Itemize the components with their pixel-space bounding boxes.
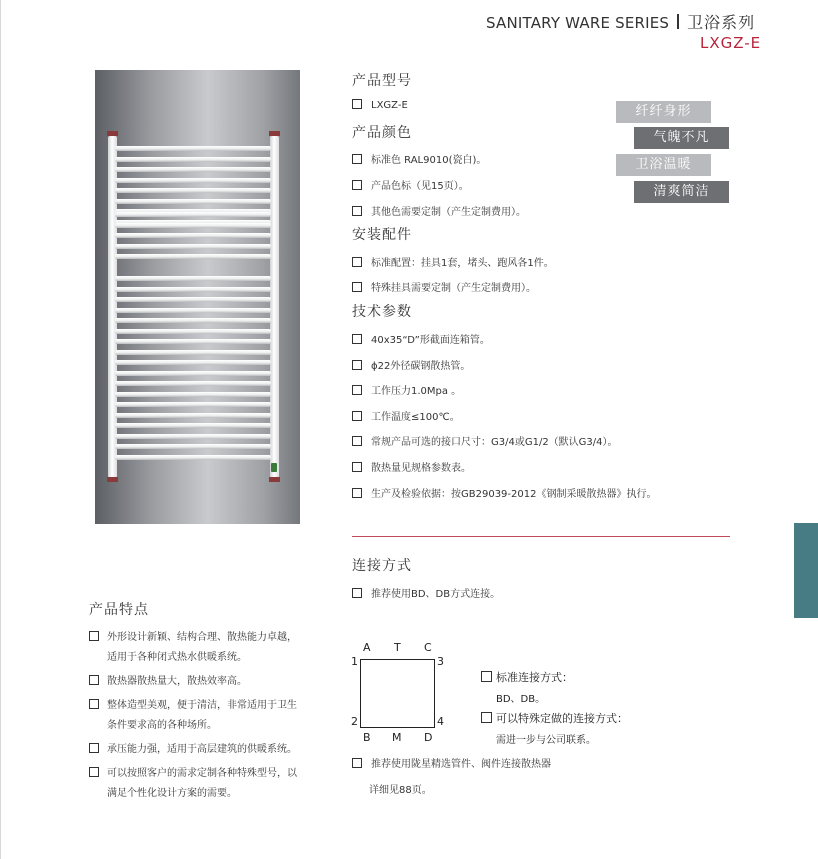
tag-slim: 纤纤身形 bbox=[616, 101, 711, 123]
checkbox-icon bbox=[481, 671, 492, 682]
tag-fresh: 清爽简洁 bbox=[634, 181, 729, 203]
radiator-tube bbox=[115, 199, 271, 204]
radiator-tube bbox=[115, 413, 271, 418]
page-edge bbox=[0, 0, 1, 859]
port-label-2: 2 bbox=[351, 715, 358, 728]
checkbox-icon bbox=[89, 699, 99, 709]
checkbox-icon bbox=[352, 99, 362, 109]
standard-connection-value: BD、DB。 bbox=[496, 694, 546, 705]
radiator-tube bbox=[115, 212, 271, 217]
valve-icon bbox=[271, 463, 277, 472]
see-page-note: 详细见88页。 bbox=[369, 785, 432, 796]
series-separator bbox=[677, 14, 679, 29]
model-item: LXGZ-E bbox=[352, 99, 408, 111]
radiator-tube bbox=[115, 254, 271, 259]
tag-grand: 气魄不凡 bbox=[634, 127, 729, 149]
checkbox-icon bbox=[352, 488, 362, 498]
port-label-a: A bbox=[363, 641, 371, 654]
port-label-d: D bbox=[424, 731, 433, 744]
checkbox-icon bbox=[89, 767, 99, 777]
checkbox-icon bbox=[352, 154, 362, 164]
port-label-3: 3 bbox=[437, 655, 444, 668]
checkbox-icon bbox=[352, 588, 362, 598]
radiator-tube bbox=[115, 244, 271, 249]
radiator-tube bbox=[115, 146, 271, 151]
tech-item: ϕ22外径碳钢散热管。 bbox=[352, 357, 470, 372]
radiator-tube bbox=[115, 350, 271, 355]
checkbox-icon bbox=[352, 385, 362, 395]
special-connection: 可以特殊定做的连接方式： bbox=[481, 710, 628, 726]
tech-item: 工作压力1.0Mpa 。 bbox=[352, 382, 461, 397]
special-connection-value: 需进一步与公司联系。 bbox=[496, 735, 596, 746]
color-item: 标准色 RAL9010(瓷白)。 bbox=[352, 151, 486, 166]
heading-product-model: 产品型号 bbox=[352, 73, 412, 89]
radiator-tube bbox=[115, 371, 271, 376]
feature-item: 整体造型美观，便于清洁，非常适用于卫生 条件要求高的各种场所。 bbox=[89, 696, 329, 736]
color-item: 其他色需要定制（产生定制费用）。 bbox=[352, 203, 526, 218]
tech-item: 40x35“D”形截面连箱管。 bbox=[352, 331, 490, 346]
heading-connection: 连接方式 bbox=[352, 558, 412, 574]
checkbox-icon bbox=[89, 675, 99, 685]
radiator-tube bbox=[115, 178, 271, 183]
radiator-tube bbox=[115, 381, 271, 386]
series-cn: 卫浴系列 bbox=[687, 13, 756, 32]
heading-features: 产品特点 bbox=[89, 602, 149, 618]
radiator-tube bbox=[115, 287, 271, 292]
feature-item: 外形设计新颖、结构合理、散热能力卓越， 适用于各种闭式热水供暖系统。 bbox=[89, 628, 329, 668]
feature-item: 散热器散热量大，散热效率高。 bbox=[89, 672, 329, 692]
checkbox-icon bbox=[352, 436, 362, 446]
checkbox-icon bbox=[352, 411, 362, 421]
port-label-c: C bbox=[424, 641, 432, 654]
model-code: LXGZ-E bbox=[700, 34, 762, 52]
port-label-4: 4 bbox=[437, 715, 444, 728]
series-title bbox=[486, 10, 755, 33]
standard-connection: 标准连接方式： bbox=[481, 669, 573, 685]
tag-warm: 卫浴温暖 bbox=[616, 154, 711, 176]
radiator-tube bbox=[115, 392, 271, 397]
series-en: SANITARY WARE SERIES bbox=[486, 14, 670, 32]
accessory-item: 特殊挂具需要定制（产生定制费用）。 bbox=[352, 279, 536, 294]
port-label-1: 1 bbox=[351, 655, 358, 668]
tech-item: 常规产品可选的接口尺寸：G3/4或G1/2（默认G3/4）。 bbox=[352, 433, 618, 448]
radiator-tube bbox=[115, 167, 271, 172]
tech-item: 散热量见规格参数表。 bbox=[352, 459, 471, 474]
radiator-tube bbox=[115, 308, 271, 313]
connection-diagram-square bbox=[360, 659, 435, 728]
heading-product-color: 产品颜色 bbox=[352, 125, 412, 141]
checkbox-icon bbox=[481, 712, 492, 723]
radiator-tube bbox=[115, 318, 271, 323]
bottom-left-cap bbox=[107, 477, 118, 482]
checkbox-icon bbox=[352, 206, 362, 216]
radiator-tube bbox=[115, 276, 271, 281]
checkbox-icon bbox=[352, 334, 362, 344]
tech-item: 生产及检验依据：按GB29039-2012《钢制采暖散热器》执行。 bbox=[352, 485, 656, 500]
bottom-right-cap bbox=[269, 477, 280, 482]
checkbox-icon bbox=[89, 631, 99, 641]
features-list bbox=[89, 628, 329, 804]
checkbox-icon bbox=[89, 743, 99, 753]
right-rail bbox=[270, 136, 279, 478]
radiator-tube bbox=[115, 444, 271, 449]
radiator-tube bbox=[115, 329, 271, 334]
section-divider bbox=[352, 536, 730, 537]
heading-tech-params: 技术参数 bbox=[352, 304, 412, 320]
product-photo bbox=[95, 70, 300, 524]
port-label-t: T bbox=[394, 641, 401, 654]
feature-item: 承压能力强，适用于高层建筑的供暖系统。 bbox=[89, 740, 329, 760]
radiator-tube bbox=[115, 157, 271, 162]
radiator-tube bbox=[115, 233, 271, 238]
radiator-tube bbox=[115, 402, 271, 407]
port-label-m: M bbox=[392, 731, 402, 744]
connection-recommend: 推荐使用BD、DB方式连接。 bbox=[352, 585, 500, 600]
checkbox-icon bbox=[352, 180, 362, 190]
accessory-item: 标准配置：挂具1套，堵头、跑风各1件。 bbox=[352, 254, 554, 269]
recommend-fittings: 推荐使用陇星精选管件、阀件连接散热器 bbox=[352, 755, 551, 770]
checkbox-icon bbox=[352, 257, 362, 267]
tech-item: 工作温度≤100℃。 bbox=[352, 408, 460, 423]
radiator-tube bbox=[115, 455, 271, 460]
port-label-b: B bbox=[363, 731, 371, 744]
radiator-tube bbox=[115, 360, 271, 365]
radiator-tube bbox=[115, 188, 271, 193]
color-item: 产品色标（见15页）。 bbox=[352, 177, 469, 192]
radiator-tube bbox=[115, 423, 271, 428]
checkbox-icon bbox=[352, 758, 362, 768]
radiator-tube bbox=[115, 339, 271, 344]
checkbox-icon bbox=[352, 282, 362, 292]
checkbox-icon bbox=[352, 360, 362, 370]
checkbox-icon bbox=[352, 462, 362, 472]
side-tab bbox=[794, 523, 818, 618]
radiator-tube bbox=[115, 223, 271, 228]
radiator-tube bbox=[115, 297, 271, 302]
feature-item: 可以按照客户的需求定制各种特殊型号，以 满足个性化设计方案的需要。 bbox=[89, 764, 329, 804]
radiator-tube bbox=[115, 434, 271, 439]
heading-accessories: 安装配件 bbox=[352, 227, 412, 243]
